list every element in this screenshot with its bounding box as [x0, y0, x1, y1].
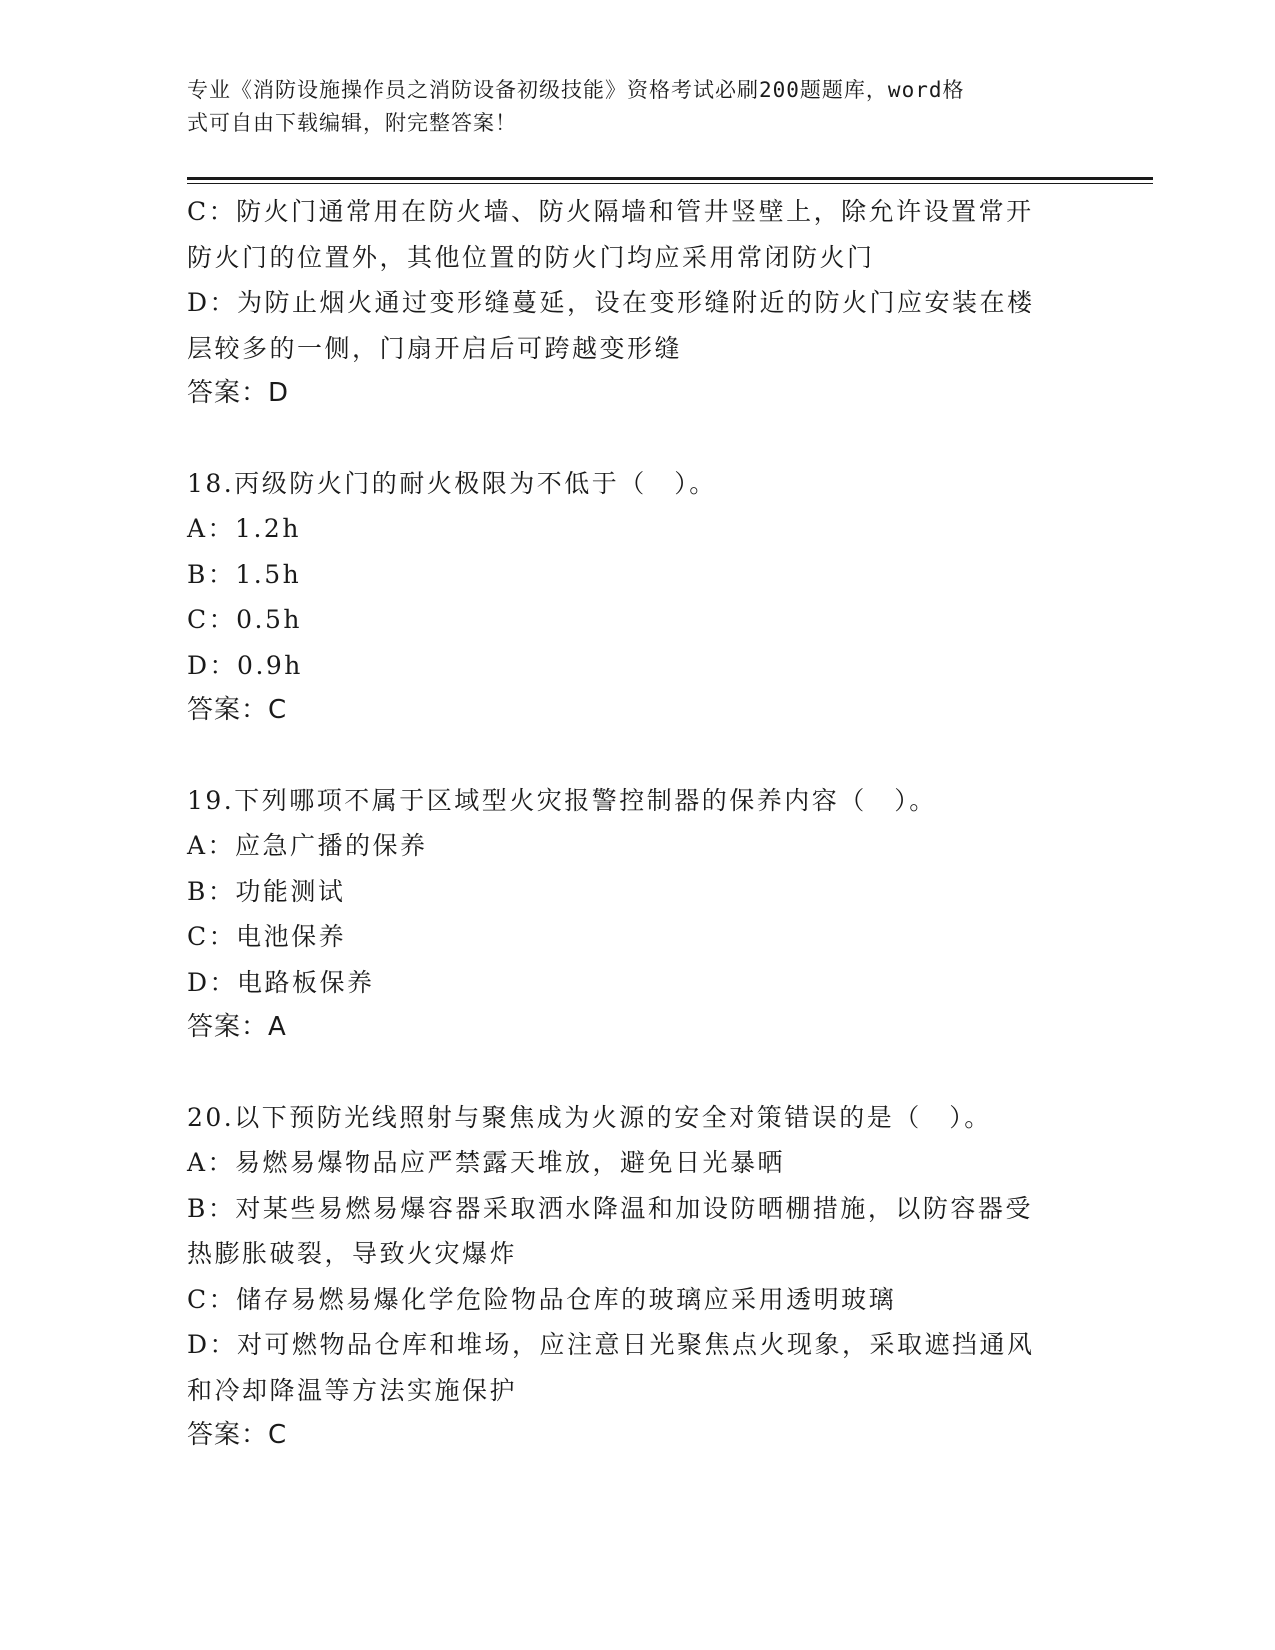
q18-answer: 答案：C [187, 695, 288, 725]
q18-option-b: B：1.5h [187, 559, 302, 589]
q18-option-a: A：1.2h [187, 514, 301, 543]
q17-option-d-line-2: 层较多的一侧，门扇开启后可跨越变形缝 [187, 333, 683, 363]
q19-option-d: D：电路板保养 [187, 967, 375, 997]
question-18-block [187, 461, 1087, 734]
q17-option-c-line-2: 防火门的位置外，其他位置的防火门均应采用常闭防火门 [187, 242, 875, 272]
spacer [187, 417, 1087, 461]
document-body [187, 189, 1087, 1459]
q20-option-a: A：易燃易爆物品应严禁露天堆放，避免日光暴晒 [187, 1148, 786, 1177]
q20-option-b-line-2: 热膨胀破裂，导致火灾爆炸 [187, 1239, 518, 1268]
q20-option-d-line-2: 和冷却降温等方法实施保护 [187, 1375, 518, 1405]
document-header [187, 74, 1077, 140]
q19-question: 19.下列哪项不属于区域型火灾报警控制器的保养内容（ ）。 [187, 785, 937, 815]
q19-option-b: B：功能测试 [187, 876, 346, 906]
q20-question: 20.以下预防光线照射与聚焦成为火源的安全对策错误的是（ ）。 [187, 1102, 992, 1132]
header-rule-thick [187, 177, 1153, 180]
q19-option-c: C：电池保养 [187, 922, 347, 951]
q20-option-b-line-1: B：对某些易燃易爆容器采取洒水降温和加设防晒棚措施，以防容器受 [187, 1193, 1033, 1223]
q19-option-a: A：应急广播的保养 [187, 831, 428, 860]
q20-option-c: C：储存易燃易爆化学危险物品仓库的玻璃应采用透明玻璃 [187, 1284, 897, 1314]
q18-option-c: C：0.5h [187, 605, 302, 634]
q17-option-c-line-1: C：防火门通常用在防火墙、防火隔墙和管井竖壁上，除允许设置常开 [187, 197, 1034, 226]
q20-option-d-line-1: D：对可燃物品仓库和堆场，应注意日光聚焦点火现象，采取遮挡通风 [187, 1330, 1035, 1359]
spacer [187, 1051, 1087, 1095]
q19-answer: 答案：A [187, 1012, 287, 1042]
q20-answer: 答案：C [187, 1420, 288, 1450]
question-20-block [187, 1095, 1087, 1459]
q18-question: 18.丙级防火门的耐火极限为不低于（ ）。 [187, 468, 717, 498]
question-19-block [187, 778, 1087, 1051]
header-rule-thin [187, 183, 1153, 184]
header-line-2: 式可自由下载编辑，附完整答案！ [187, 111, 517, 135]
q17-option-d-line-1: D：为防止烟火通过变形缝蔓延，设在变形缝附近的防火门应安装在楼 [187, 288, 1035, 317]
header-line-1: 专业《消防设施操作员之消防设备初级技能》资格考试必刷200题题库，word格 [187, 78, 965, 102]
spacer [187, 734, 1087, 778]
q17-answer: 答案：D [187, 378, 290, 408]
q18-option-d: D：0.9h [187, 650, 303, 680]
question-17-block [187, 189, 1087, 417]
